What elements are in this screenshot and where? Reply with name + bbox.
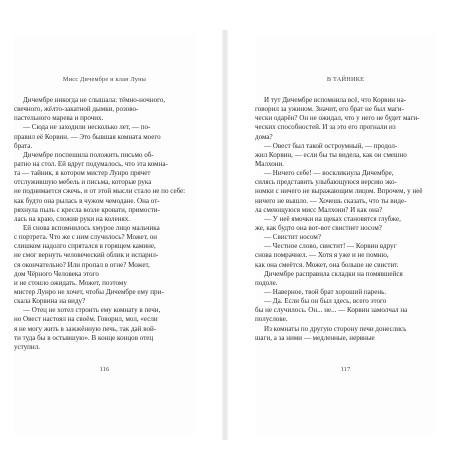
text-line: не смог вернуть человеческий облик и испарил-	[14, 251, 159, 260]
text-line: уступил.	[14, 342, 40, 351]
text-line: полуслове.	[255, 315, 288, 324]
text-line: номки с ничего не выражающим лицом. Впрочем, у неё	[255, 187, 423, 196]
text-line: но Овест настоял на своём. Говорил, мол, «если	[14, 315, 158, 324]
right-page	[255, 34, 436, 434]
text-line: Дичембре никогда не слышала: тёмно-ночного,	[23, 96, 166, 104]
text-line: ратно на стол. Ей вдруг подумалось, что эта комна-	[14, 159, 168, 168]
text-line: Из комнаты по другую сторону печи донеслись	[264, 324, 407, 333]
text-line: ти туда бы в остывшую». В конце концов отец	[14, 333, 154, 342]
text-line: та — тайник, в котором мистер Лунро прячет	[14, 169, 151, 178]
left-page	[14, 34, 195, 434]
text-line: ничего не вышло. — Хочешь сказать, что ты виде-	[255, 196, 407, 205]
text-line: не поднимается сжечь, и от этой мысли стало не по себе:	[14, 187, 186, 196]
text-line: Дичембре расправила складки на помявшейся	[264, 269, 403, 278]
text-line: с портрета. Что же с ним случилось? Может, он	[14, 233, 158, 242]
text-line: пастельного марева и прочих.	[14, 114, 104, 123]
text-line: брата.	[14, 141, 33, 150]
text-line: дом Чёрного Человека этого	[14, 269, 99, 278]
left-page-text	[14, 96, 195, 352]
text-line: скала Корвина на виду?	[14, 297, 86, 306]
right-page-text	[255, 96, 436, 343]
text-line: правил её Корвин. — Это бывшая комната моего	[14, 132, 161, 141]
text-line: чески одарён? Он не ожидал, что у него не будет маги-	[255, 114, 420, 123]
right-page-number: 117	[340, 366, 351, 373]
text-line: — Ничего себе! — воскликнула Дичембре,	[264, 169, 394, 178]
text-line: отслужившую мебель и письма, которые рука	[14, 178, 152, 187]
text-line: силясь представить улыбающуюся версию эко-	[255, 178, 397, 187]
text-line: — Овест был такой остроумный, — продол-	[264, 141, 398, 150]
text-line: Ей снова вспомнилось хмурое лицо мальчика	[23, 223, 160, 232]
text-line: шаги, а за ними — медленные, нервные	[255, 333, 375, 342]
text-line: — Сюда не заходили несколько лет, — по-	[23, 123, 151, 132]
text-line: Малхони.	[255, 159, 285, 168]
left-running-head: Мисс Дичембре и клан Луны	[62, 76, 147, 83]
text-line: лась на краю, сложив руки на коленях.	[14, 214, 131, 223]
text-line: как будто она рылась в чужом чемодане. Она от-	[14, 196, 160, 205]
text-line: свечного, жёлто-закатной дымки, розово-	[14, 105, 139, 114]
text-line: Дичембре поспешила положить письмо об-	[23, 150, 154, 159]
text-line: как она смеётся. Может, она больше не свистит.	[255, 260, 399, 269]
text-line: И тут Дичембре вспомнила всё, что Корвин на-	[264, 96, 407, 104]
text-line: слишком надолго спрятался в горящем камине,	[14, 242, 156, 251]
text-line: ряхнула пыль с кресла возле кровати, примости-	[14, 205, 160, 214]
text-line: — Свистит носом?	[264, 233, 322, 242]
text-line: — Отец не хотел строить ему комнату в печи,	[23, 306, 161, 315]
text-line: ла смеющуюся мисс Малхони? И как она?	[255, 205, 383, 214]
text-line: я не могу жить в зажжённую печь, так дай вой-	[14, 324, 157, 333]
book-spine	[222, 30, 228, 440]
text-line: и не стоило ожидать. Может, поэтому	[14, 278, 127, 287]
text-line: снова помрачнел. — Хотя я уже и не помню,	[255, 251, 389, 260]
left-page-number: 116	[99, 366, 110, 373]
right-running-head: В ТАЙНИКЕ	[326, 76, 365, 83]
text-line: подоле.	[255, 278, 278, 287]
text-line: — Честное слово, свистит! — Корвин вдруг	[264, 242, 397, 251]
text-line: — Наверное, твой брат хороший парень.	[264, 287, 387, 296]
text-line: дома?	[255, 132, 273, 141]
text-line: говорил за ужином. Значит, его брат не был маги-	[255, 105, 404, 114]
text-line: ческих способностей. И за это его прогнали из	[255, 123, 396, 132]
text-line: бы не случилось. Он... не... — Корвин замолчал на	[255, 306, 408, 315]
text-line: мистер Лунро не хочет, чтобы Дичембре ему при-	[14, 287, 164, 296]
text-line: жил Корвин, — если бы ты видела, как он смешно	[255, 150, 407, 159]
text-line: ся окончательно? Или пропал в огне? Может,	[14, 260, 150, 269]
text-line: — У неё ямочки на щеках становятся глубже,	[264, 214, 401, 223]
text-line: же, как будто она вот-вот свистнет носом?	[255, 223, 382, 232]
text-line: — Да. Если бы он был здесь, всего этого	[264, 297, 387, 306]
